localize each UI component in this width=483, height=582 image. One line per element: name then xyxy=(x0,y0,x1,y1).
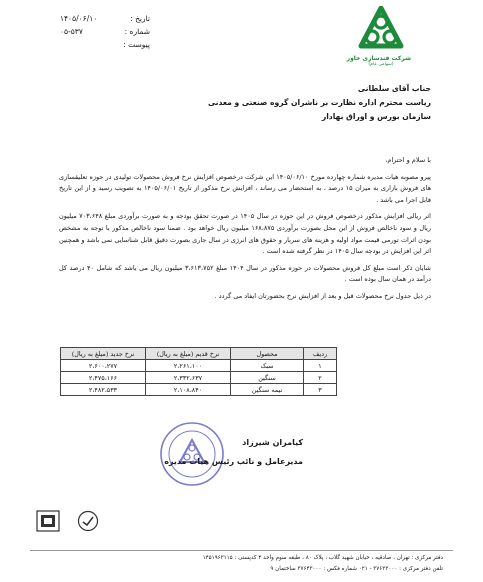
col-new-price-header: نرخ جدید (مبلغ به ریال) xyxy=(61,348,146,360)
meta-attachment-label: پیوست : xyxy=(123,40,150,49)
new-price: ۲،۶۰۰،۲۷۷ xyxy=(61,360,146,372)
product-name: سبک xyxy=(231,360,304,372)
quality-seal-badge-icon xyxy=(76,510,100,532)
table-header-row xyxy=(61,348,337,360)
meta-number-value: ۰۵-۵۳۷ xyxy=(60,27,83,36)
footer-divider xyxy=(30,550,453,551)
addressee-name: جناب آقای سلطانی xyxy=(357,84,431,93)
iso-certificate-badge-icon xyxy=(36,510,60,532)
new-price: ۲،۴۷۵،۱۶۶ xyxy=(61,372,146,384)
company-stamp-icon xyxy=(158,420,226,488)
signatory-title: مدیرعامل و نائب رئیس هیات مدیره xyxy=(164,457,303,466)
company-logo xyxy=(346,6,411,67)
letter-meta xyxy=(60,12,150,51)
company-name: شرکت فندسازی خاور xyxy=(346,55,411,62)
letter-body xyxy=(59,155,431,308)
signatory-name: کیامران شیرزاد xyxy=(242,438,303,447)
footer-contact: تلفن دفتر مرکزی : ۳۷۶۳۳۰۰۰ - ۰۲۱ شماره فکس : ۳۷۶۴۳۰۰۰ ساختمان ۹ xyxy=(270,566,443,572)
row-number: ۳ xyxy=(304,384,337,396)
meta-attachment xyxy=(60,38,150,51)
product-name: نیمه سنگین xyxy=(231,384,304,396)
meta-date-label: تاریخ : xyxy=(130,14,150,23)
table-row xyxy=(61,384,337,396)
paragraph-3: شایان ذکر است مبلغ کل فروش محصولات در حوزه مذکور در سال ۱۴۰۴ مبلغ ۳،۶۱۳،۷۵۲ میلیون ریال می باشد که شامل ۴۰ درصد کل درآمد در همان سال بوده است . xyxy=(59,263,432,284)
col-product-header: محصول xyxy=(231,348,304,360)
paragraph-4: در ذیل جدول نرخ محصولات قبل و بعد از افزایش نرخ بحضورتان ایفاد می گردد . xyxy=(214,291,431,300)
paragraph-2: اثر ریالی افزایش مذکور درخصوص فروش در این حوزه در سال ۱۴۰۵ در صورت تحقق بودجه و به صورت برآوردی مبلغ ۷۰۳،۶۴۸ میلیون ریال و سود ناخالص فروش از این محل بصورت برآوردی ۱۶۸،۸۷۵ میلیون ریال خواهد بود . ضمنا سود ناخالص مذکور با توجه به مشخص بودن اثرات تورمی قیمت مواد اولیه و هزینه های سربار و حقوق های انرژی در سال جاری بصورت دقیق قابل شناسایی نمی باشد و همچنین اثر این افزایش در بودجه سال ۱۴۰۵ در نظر گرفته شده است . xyxy=(59,212,431,256)
col-old-price-header: نرخ قدیم (مبلغ به ریال) xyxy=(146,348,231,360)
table-row xyxy=(61,360,337,372)
product-name: سنگین xyxy=(231,372,304,384)
meta-number-label: شماره : xyxy=(124,27,150,36)
table-row xyxy=(61,372,337,384)
addressee-block xyxy=(131,82,431,124)
old-price: ۲،۳۳۲،۶۳۷ xyxy=(146,372,231,384)
row-number: ۲ xyxy=(304,372,337,384)
old-price: ۲،۲۶۱،۱۰۰ xyxy=(146,360,231,372)
price-table xyxy=(60,347,337,396)
interlocking-loop-logo-icon xyxy=(358,6,404,50)
meta-date xyxy=(60,12,150,25)
new-price: ۲،۴۸۲،۵۳۳ xyxy=(61,384,146,396)
company-subtitle: (سهامی عام) xyxy=(368,62,394,67)
meta-date-value: ۱۴۰۵/۰۶/۱۰ xyxy=(60,14,98,23)
row-number: ۱ xyxy=(304,360,337,372)
addressee-organization: سازمان بورس و اوراق بهادار xyxy=(321,112,431,121)
old-price: ۲،۱۰۸،۸۴۰ xyxy=(146,384,231,396)
greeting: با سلام و احترام، xyxy=(385,156,431,164)
col-row-number-header: ردیف xyxy=(304,348,337,360)
meta-number xyxy=(60,25,150,38)
paragraph-1: پیرو مصوبه هیات مدیره شماره چهارده مورخ ۱۴۰۵/۰۶/۱۰ این شرکت درخصوص افزایش نرخ فروش محصولات تولیدی در حوزه تعلیقسازی های فروش بازاری به میزان ۱۵ درصد ، به استحضار می رساند ، افزایش نرخ مذکور از تاریخ ۱۴۰۵/۰۶/۰۱ به تصویب رسید و از این تاریخ قابل اجرا می باشد . xyxy=(59,172,431,204)
addressee-title: ریاست محترم اداره نظارت بر ناشران گروه صنعتی و معدنی xyxy=(207,98,431,107)
certification-badges xyxy=(36,510,100,532)
footer-address: دفتر مرکزی : تهران ، صادقیه ، خیابان شهید گلاب ، پلاک ۸۰ ، طبقه سوم واحد ۴ کدپستی : ۱۴۵۱۹۶۳۱۱۵ xyxy=(202,555,443,561)
